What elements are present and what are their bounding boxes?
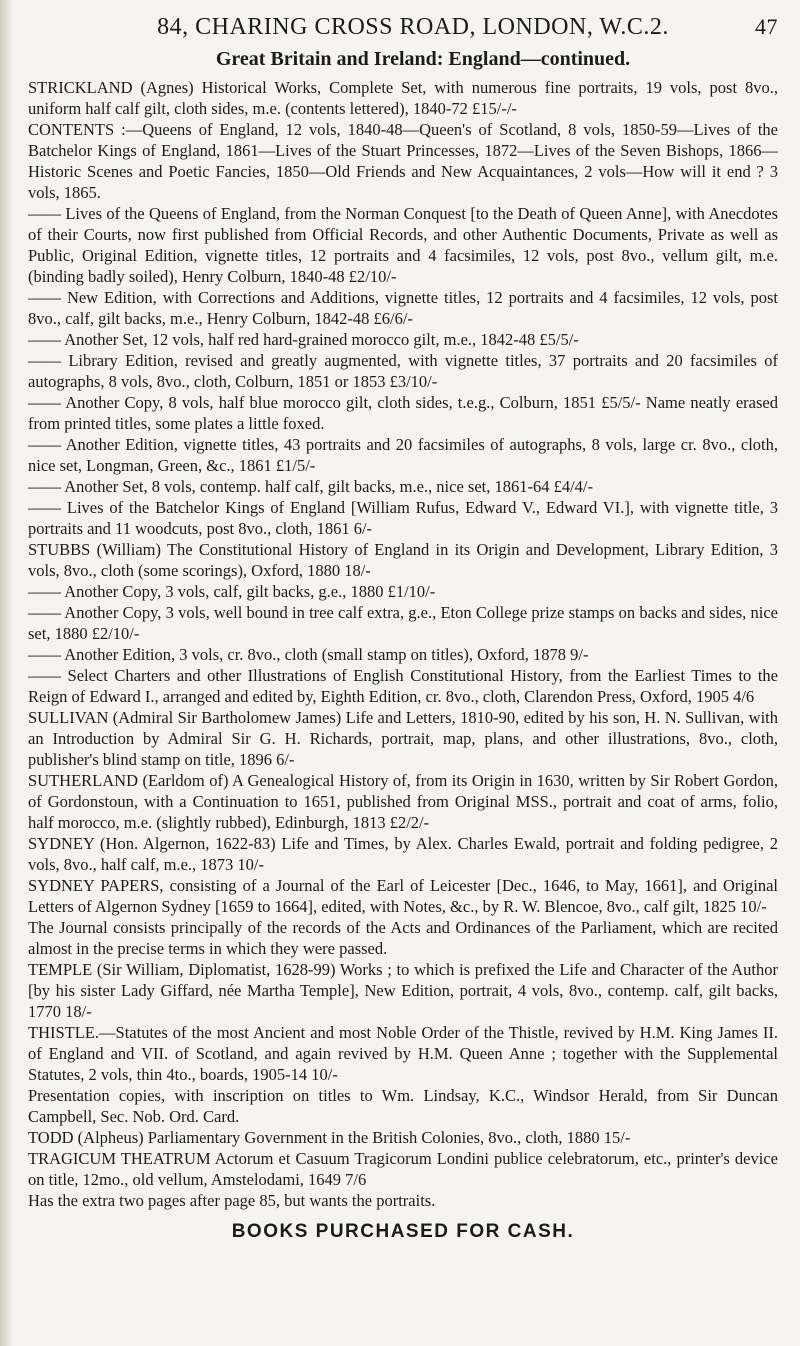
catalogue-entry: —— Another Copy, 3 vols, well bound in tree calf extra, g.e., Eton College prize stamps on backs and sides, nice set, 1880 £2/10/- (28, 603, 778, 643)
catalogue-entry: SYDNEY (Hon. Algernon, 1622-83) Life and Times, by Alex. Charles Ewald, portrait and folding pedigree, 2 vols, 8vo., half calf, m.e., 1873 10/- (28, 834, 778, 874)
catalogue-entry: TRAGICUM THEATRUM Actorum et Casuum Tragicorum Londini publice celebratorum, etc., printer's device on title, 12mo., old vellum, Amstelodami, 1649 7/6 (28, 1149, 778, 1189)
catalogue-entry: —— Library Edition, revised and greatly augmented, with vignette titles, 37 portraits and 20 facsimiles of autographs, 8 vols, 8vo., cloth, Colburn, 1851 or 1853 £3/10/- (28, 351, 778, 391)
catalogue-entry: —— Another Edition, vignette titles, 43 portraits and 20 facsimiles of autographs, 8 vols, large cr. 8vo., cloth, nice set, Longman, Green, &c., 1861 £1/5/- (28, 435, 778, 475)
catalogue-entry: SYDNEY PAPERS, consisting of a Journal of the Earl of Leicester [Dec., 1646, to May, 1661], and Original Letters of Algernon Sydney [1659 to 1664], edited, with Notes, &c., by R. W. Blencoe, 8vo., calf gilt, 1825 10/- (28, 876, 778, 916)
catalogue-entry: STUBBS (William) The Constitutional History of England in its Origin and Development, Library Edition, 3 vols, 8vo., cloth (some scorings), Oxford, 1880 18/- (28, 540, 778, 580)
catalogue-entry: TEMPLE (Sir William, Diplomatist, 1628-99) Works ; to which is prefixed the Life and Character of the Author [by his sister Lady Giffard, née Martha Temple], New Edition, portrait, 4 vols, 8vo., contemp. calf, gilt backs, 1770 18/- (28, 960, 778, 1021)
catalogue-entry: STRICKLAND (Agnes) Historical Works, Complete Set, with numerous fine portraits, 19 vols, post 8vo., uniform half calf gilt, cloth sides, m.e. (contents lettered), 1840-72 £15/-/- (28, 78, 778, 118)
catalogue-entry: —— Another Set, 12 vols, half red hard-grained morocco gilt, m.e., 1842-48 £5/5/- (28, 330, 579, 349)
catalogue-entry-note: Has the extra two pages after page 85, but wants the portraits. (28, 1191, 436, 1210)
catalogue-entry-note: The Journal consists principally of the records of the Acts and Ordinances of the Parliament, which are recited almost in the precise terms in which they were passed. (28, 918, 778, 958)
catalogue-entry: —— Another Edition, 3 vols, cr. 8vo., cloth (small stamp on titles), Oxford, 1878 9/- (28, 645, 589, 664)
section-heading: Great Britain and Ireland: England—continued. (215, 48, 631, 70)
catalogue-entry-note: Presentation copies, with inscription on titles to Wm. Lindsay, K.C., Windsor Herald, from Sir Duncan Campbell, Sec. Nob. Ord. Card. (28, 1086, 778, 1126)
running-head (28, 14, 778, 44)
catalogue-entry: —— New Edition, with Corrections and Additions, vignette titles, 12 portraits and 4 facsimiles, 12 vols, post 8vo., calf, gilt backs, m.e., Henry Colburn, 1842-48 £6/6/- (28, 288, 778, 328)
catalogue-entry-note: CONTENTS :—Queens of England, 12 vols, 1840-48—Queen's of Scotland, 8 vols, 1850-59—Lives of the Batchelor Kings of England, 1861—Lives of the Stuart Princesses, 1872—Lives of the Seven Bishops, 1866—Historic Scenes and Poetic Fancies, 1850—Old Friends and New Acquaintances, 2 vols—How will it end ? 3 vols, 1865. (28, 120, 778, 202)
catalogue-entries (28, 77, 778, 1211)
catalogue-entry: —— Lives of the Queens of England, from the Norman Conquest [to the Death of Queen Anne], with Anecdotes of their Courts, now first published from Official Records, and other Authentic Documents, Private as well as Public, Original Edition, vignette titles, 12 portraits and 4 facsimiles, 12 vols, post 8vo., vellum gilt, m.e. (binding badly soiled), Henry Colburn, 1840-48 £2/10/- (28, 204, 778, 286)
catalogue-entry: THISTLE.—Statutes of the most Ancient and most Noble Order of the Thistle, revived by H.M. King James II. of England and VII. of Scotland, and again revived by H.M. Queen Anne ; together with the Supplemental Statutes, 2 vols, thin 4to., boards, 1905-14 10/- (28, 1023, 778, 1084)
catalogue-entry: TODD (Alpheus) Parliamentary Government in the British Colonies, 8vo., cloth, 1880 15/- (28, 1128, 631, 1147)
catalogue-entry: —— Another Set, 8 vols, contemp. half calf, gilt backs, m.e., nice set, 1861-64 £4/4/- (28, 477, 594, 496)
footer-slogan: BOOKS PURCHASED FOR CASH. (231, 1221, 575, 1242)
catalogue-entry: SULLIVAN (Admiral Sir Bartholomew James) Life and Letters, 1810-90, edited by his son, H. N. Sullivan, with an Introduction by Admiral Sir G. H. Richards, portrait, map, plans, and other illustrations, 8vo., cloth, publisher's blind stamp on title, 1896 6/- (28, 708, 778, 769)
catalogue-entry: —— Select Charters and other Illustrations of English Constitutional History, from the Earliest Times to the Reign of Edward I., arranged and edited by, Eighth Edition, cr. 8vo., cloth, Clarendon Press, Oxford, 1905 4/6 (28, 666, 778, 706)
page-number: 47 (755, 14, 778, 39)
catalogue-entry: SUTHERLAND (Earldom of) A Genealogical History of, from its Origin in 1630, written by Sir Robert Gordon, of Gordonstoun, with a Continuation to 1651, published from Original MSS., portrait and coat of arms, folio, half morocco, m.e. (slightly rubbed), Edinburgh, 1813 £2/2/- (28, 771, 778, 832)
catalogue-entry: —— Another Copy, 3 vols, calf, gilt backs, g.e., 1880 £1/10/- (28, 582, 436, 601)
catalogue-entry: —— Another Copy, 8 vols, half blue morocco gilt, cloth sides, t.e.g., Colburn, 1851 £5/5/- Name neatly erased from printed titles, some plates a little foxed. (28, 393, 778, 433)
catalogue-entry: —— Lives of the Batchelor Kings of England [William Rufus, Edward V., Edward VI.], with vignette title, 3 portraits and 11 woodcuts, post 8vo., cloth, 1861 6/- (28, 498, 778, 538)
bookseller-address: 84, CHARING CROSS ROAD, LONDON, W.C.2. (157, 14, 669, 40)
book-spine-shadow (0, 0, 14, 1346)
